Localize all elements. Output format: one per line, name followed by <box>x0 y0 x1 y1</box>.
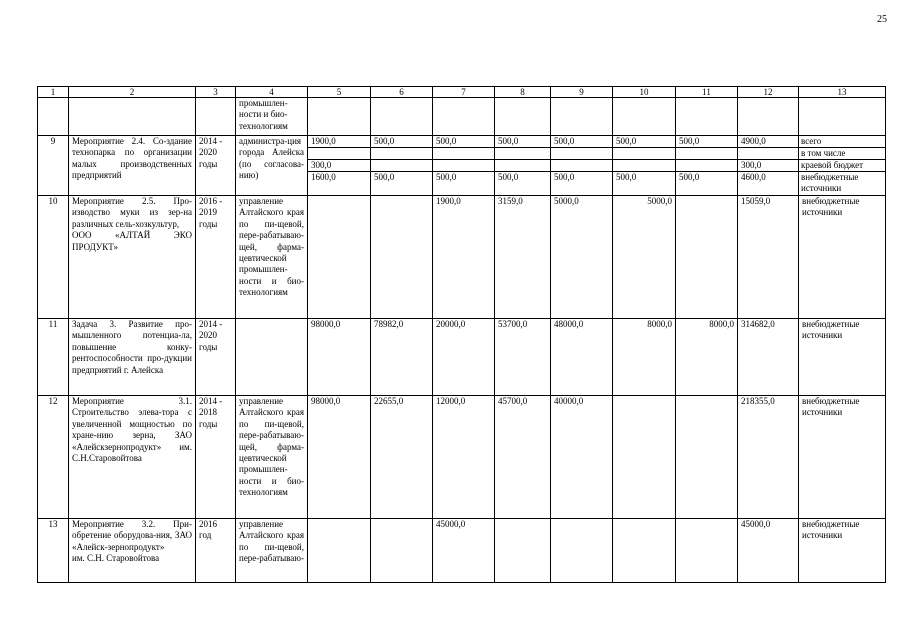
executor-cell <box>236 319 308 396</box>
source-line: всего <box>799 136 885 148</box>
activity-name: Задача 3. Развитие про-мышленного потенциа-ла, повышение конку-рентоспособности про-дукции предприятий г. Алейска <box>69 319 196 396</box>
value-line <box>371 148 432 160</box>
activity-name: Мероприятие 3.1. Строительство элева-тора с увеличенной мощностью по хране-нию зерна, ЗАО «Алейскзернопродукт» им. С.Н.Старовойтова <box>69 396 196 519</box>
value-line <box>433 148 494 160</box>
value-cell: 3159,0 <box>495 196 551 319</box>
source-line: в том числе <box>799 148 885 160</box>
value-cell: 15059,0 <box>738 196 799 319</box>
value-cell <box>676 136 738 196</box>
value-cell: 12000,0 <box>433 396 495 519</box>
value-cell <box>738 136 799 196</box>
source-line: краевой бюджет <box>799 160 885 172</box>
header-cell: 2 <box>69 87 196 98</box>
value-line: 1900,0 <box>308 136 370 148</box>
row-number: 13 <box>38 519 69 583</box>
value-cell <box>613 396 676 519</box>
activity-name: Мероприятие 2.4. Со-здание технопарка по организации малых производственных предприятий <box>69 136 196 196</box>
value-line <box>613 160 675 172</box>
value-line: 300,0 <box>308 160 370 172</box>
period-cell: 2014 - 2020 годы <box>196 319 236 396</box>
period-cell: 2016 год <box>196 519 236 583</box>
value-cell <box>308 136 371 196</box>
value-cell: 48000,0 <box>551 319 613 396</box>
row-number: 11 <box>38 319 69 396</box>
value-line: 1600,0 <box>311 172 336 182</box>
table-row <box>38 319 886 396</box>
header-cell: 11 <box>676 87 738 98</box>
value-cell: 45700,0 <box>495 396 551 519</box>
value-cell: 78982,0 <box>371 319 433 396</box>
value-line: 500,0 <box>436 172 457 182</box>
value-line <box>676 160 737 172</box>
header-cell: 1 <box>38 87 69 98</box>
row-number: 12 <box>38 396 69 519</box>
value-line: 500,0 <box>551 136 612 148</box>
value-cell <box>371 136 433 196</box>
value-cell <box>308 519 371 583</box>
value-cell <box>613 136 676 196</box>
value-cell: 5000,0 <box>551 196 613 319</box>
table-row <box>38 396 886 519</box>
header-cell: 7 <box>433 87 495 98</box>
header-cell: 5 <box>308 87 371 98</box>
header-cell: 10 <box>613 87 676 98</box>
row-number: 10 <box>38 196 69 319</box>
value-cell: 45000,0 <box>738 519 799 583</box>
value-cell <box>676 396 738 519</box>
value-cell <box>676 196 738 319</box>
period-cell: 2014 - 2018 годы <box>196 396 236 519</box>
executor-cell: промышлен- ности и био- технологиям <box>236 98 308 136</box>
source-line: внебюджетные источники <box>801 172 859 194</box>
executor-cell: управление Алтайского края по пи-щевой, пере-рабатываю- <box>236 519 308 583</box>
value-cell: 45000,0 <box>433 519 495 583</box>
period-cell: 2014 - 2020 годы <box>196 136 236 196</box>
value-line: 500,0 <box>679 172 700 182</box>
value-cell <box>371 196 433 319</box>
value-cell: 20000,0 <box>433 319 495 396</box>
value-line <box>495 160 550 172</box>
value-line <box>495 148 550 160</box>
value-cell <box>308 196 371 319</box>
value-line <box>676 148 737 160</box>
value-cell: 40000,0 <box>551 396 613 519</box>
value-cell: 314682,0 <box>738 319 799 396</box>
table-row <box>38 519 886 583</box>
value-line: 300,0 <box>738 160 798 172</box>
source-cell <box>799 136 886 196</box>
value-cell: 1900,0 <box>433 196 495 319</box>
continuation-row <box>38 98 886 136</box>
source-cell: внебюджетные источники <box>799 519 886 583</box>
value-line: 500,0 <box>613 136 675 148</box>
value-cell <box>371 519 433 583</box>
value-line <box>371 160 432 172</box>
header-cell: 8 <box>495 87 551 98</box>
value-line: 500,0 <box>374 172 395 182</box>
executor-cell: управление Алтайского края по пи-щевой, пере-рабатываю-щей, фарма-цевтической промышлен-ности и био-технологиям <box>236 196 308 319</box>
value-line: 4600,0 <box>741 172 766 182</box>
row-number: 9 <box>38 136 69 196</box>
table-row <box>38 136 886 196</box>
value-cell: 53700,0 <box>495 319 551 396</box>
value-line <box>551 160 612 172</box>
value-cell <box>676 519 738 583</box>
activity-name: Мероприятие 3.2. При-обретение оборудова-ния, ЗАО «Алейск-зернопродукт» им. С.Н. Старовойтова <box>69 519 196 583</box>
value-cell <box>433 136 495 196</box>
value-cell <box>495 136 551 196</box>
value-cell: 98000,0 <box>308 396 371 519</box>
value-line: 500,0 <box>676 136 737 148</box>
value-line <box>551 148 612 160</box>
header-cell: 13 <box>799 87 886 98</box>
source-cell: внебюджетные источники <box>799 196 886 319</box>
table-row <box>38 196 886 319</box>
value-cell <box>551 136 613 196</box>
header-cell: 3 <box>196 87 236 98</box>
executor-cell: управление Алтайского края по пи-щевой, пере-рабатываю-щей, фарма-цевтической промышлен-ности и био-технологиям <box>236 396 308 519</box>
value-line: 500,0 <box>433 136 494 148</box>
value-cell: 8000,0 <box>676 319 738 396</box>
budget-table <box>37 86 886 583</box>
header-cell: 6 <box>371 87 433 98</box>
header-cell: 4 <box>236 87 308 98</box>
header-row <box>38 87 886 98</box>
executor-cell: администра-ция города Алейска (по согласова-нию) <box>236 136 308 196</box>
source-cell: внебюджетные источники <box>799 319 886 396</box>
value-line: 500,0 <box>495 136 550 148</box>
value-cell: 8000,0 <box>613 319 676 396</box>
value-line <box>738 148 798 160</box>
source-cell: внебюджетные источники <box>799 396 886 519</box>
page-number: 25 <box>877 14 887 25</box>
value-cell: 5000,0 <box>613 196 676 319</box>
value-cell <box>613 519 676 583</box>
header-cell: 12 <box>738 87 799 98</box>
header-cell: 9 <box>551 87 613 98</box>
value-line <box>433 160 494 172</box>
value-line: 500,0 <box>498 172 519 182</box>
value-line: 500,0 <box>371 136 432 148</box>
value-cell <box>495 519 551 583</box>
period-cell: 2016 - 2019 годы <box>196 196 236 319</box>
value-line <box>308 148 370 160</box>
activity-name: Мероприятие 2.5. Про-изводство муки из зер-на различных сель-хозкультур, ООО «АЛТАЙ ЭКО ПРОДУКТ» <box>69 196 196 319</box>
value-cell <box>551 519 613 583</box>
value-line: 500,0 <box>554 172 575 182</box>
value-cell: 22655,0 <box>371 396 433 519</box>
value-line: 4900,0 <box>738 136 798 148</box>
value-cell: 98000,0 <box>308 319 371 396</box>
value-line: 500,0 <box>616 172 637 182</box>
value-line <box>613 148 675 160</box>
value-cell: 218355,0 <box>738 396 799 519</box>
